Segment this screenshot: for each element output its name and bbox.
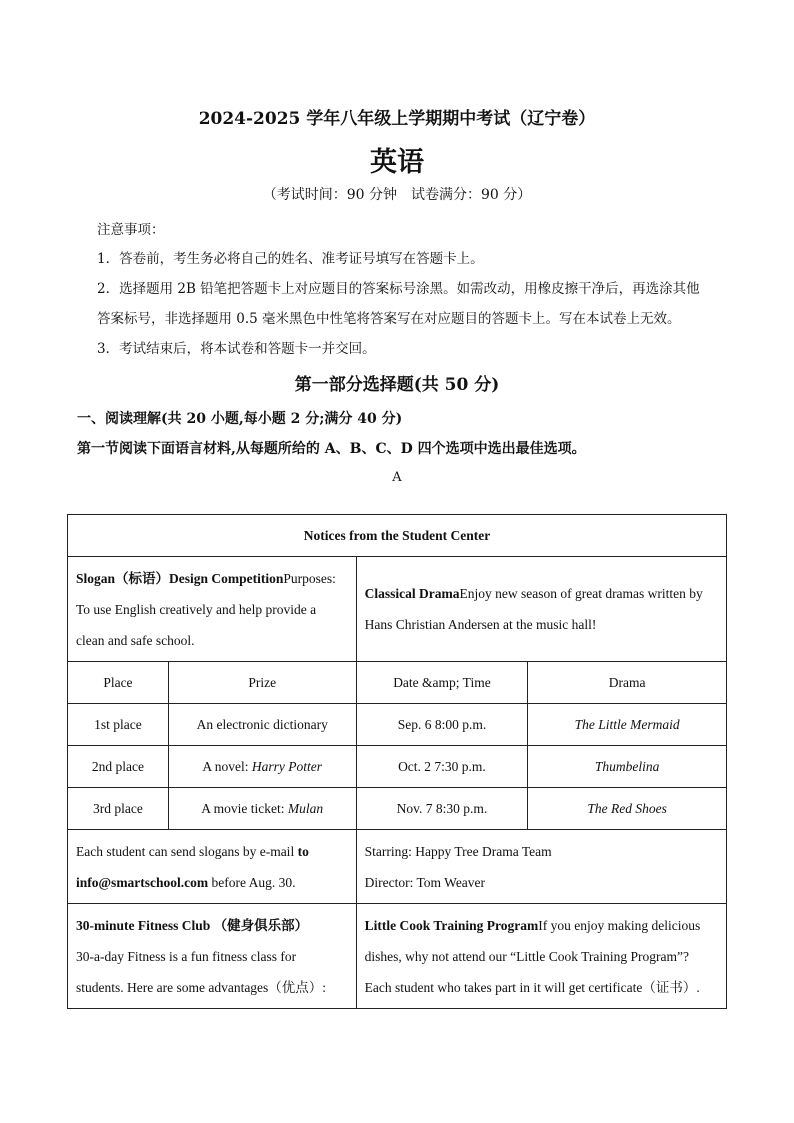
drama-text-2: Hans Christian Andersen at the music hall! (364, 617, 597, 632)
notice-table (67, 514, 727, 1009)
drama-title: Thumbelina (594, 758, 660, 774)
prize-text: A novel: (202, 758, 252, 774)
prize-title: Mulan (287, 800, 324, 816)
instructions-heading: 注意事项： (97, 222, 165, 238)
notice-title-row (68, 515, 727, 557)
drama-cell (356, 557, 726, 662)
intro-row (68, 557, 727, 662)
drama-title-cell (528, 746, 727, 788)
instruction-item-2a: 2．选择题用 2B 铅笔把答题卡上对应题目的答案标号涂黑。如需改动，用橡皮擦干净后，再选涂其他 (97, 281, 700, 297)
place-cell: 2nd place (68, 746, 169, 788)
prize-text: A movie ticket: (201, 800, 288, 816)
slogan-text-2: To use English creatively and help provide a (76, 601, 317, 617)
place-cell: 1st place (68, 704, 169, 746)
table-row (68, 704, 727, 746)
email-cell (68, 830, 357, 904)
drama-heading: Classical Drama (364, 586, 460, 601)
cook-cell (356, 904, 726, 1009)
prize-cell (168, 788, 356, 830)
prize-cell (168, 746, 356, 788)
cook-text-2: dishes, why not attend our “Little Cook Training Program”? (364, 948, 689, 964)
instruction-item-3: 3．考试结束后，将本试卷和答题卡一并交回。 (97, 341, 376, 357)
prize-cell (168, 704, 356, 746)
email-to: to (297, 843, 309, 859)
slogan-text-1: Purposes: (283, 570, 336, 586)
drama-title: The Little Mermaid (574, 716, 680, 732)
header-drama: Drama (528, 662, 727, 704)
header-date-time: Date &amp; Time (356, 662, 528, 704)
table-row (68, 746, 727, 788)
drama-title: The Red Shoes (587, 800, 667, 816)
table-row (68, 788, 727, 830)
slogan-heading: Slogan（标语）Design Competition (76, 570, 284, 586)
date-cell: Sep. 6 8:00 p.m. (356, 704, 528, 746)
exam-time-info: （考试时间：90 分钟 试卷满分：90 分） (262, 187, 532, 203)
prize-title: Harry Potter (251, 758, 323, 774)
place-cell: 3rd place (68, 788, 169, 830)
email-text-2: before Aug. 30. (208, 874, 296, 890)
fitness-text-1: 30-a-day Fitness is a fun fitness class for (76, 948, 297, 964)
cook-heading: Little Cook Training Program (364, 917, 539, 933)
header-prize: Prize (168, 662, 356, 704)
prize-text: An electronic dictionary (196, 716, 328, 732)
notice-title: Notices from the Student Center (68, 515, 727, 557)
fitness-cell (68, 904, 357, 1009)
instruction-item-2b: 答案标号，非选择题用 0.5 毫米黑色中性笔将答案写在对应题目的答题卡上。写在本试卷上无效。 (97, 311, 681, 327)
fitness-text-2: students. Here are some advantages（优点）: (76, 979, 327, 995)
slogan-text-3: clean and safe school. (76, 632, 195, 648)
instruction-item-1: 1．答卷前，考生务必将自己的姓名、准考证号填写在答题卡上。 (97, 251, 484, 267)
slogan-cell (68, 557, 357, 662)
date-cell: Oct. 2 7:30 p.m. (356, 746, 528, 788)
starring-text: Starring: Happy Tree Drama Team (364, 843, 552, 859)
date-cell: Nov. 7 8:30 p.m. (356, 788, 528, 830)
section-heading: 一、阅读理解(共 20 小题,每小题 2 分;满分 40 分) (77, 411, 403, 427)
programs-row (68, 904, 727, 1009)
email-address: info@smartschool.com (76, 874, 209, 890)
passage-label: A (392, 470, 402, 485)
subject-title: 英语 (370, 147, 424, 178)
exam-title: 2024-2025 学年八年级上学期期中考试（辽宁卷） (198, 109, 596, 129)
credits-cell (356, 830, 726, 904)
drama-title-cell (528, 788, 727, 830)
contact-row (68, 830, 727, 904)
header-place: Place (68, 662, 169, 704)
cook-text-3: Each student who takes part in it will get certificate（证书）. (364, 979, 700, 995)
section-instruction: 第一节阅读下面语言材料,从每题所给的 A、B、C、D 四个选项中选出最佳选项。 (77, 441, 586, 457)
drama-text-1: Enjoy new season of great dramas written by (459, 586, 703, 601)
part1-title: 第一部分选择题(共 50 分) (294, 375, 500, 395)
director-text: Director: Tom Weaver (364, 874, 486, 890)
cook-text-1: If you enjoy making delicious (538, 917, 701, 933)
table-header-row (68, 662, 727, 704)
drama-title-cell (528, 704, 727, 746)
fitness-heading: 30-minute Fitness Club （健身俱乐部） (76, 917, 309, 933)
email-text-1: Each student can send slogans by e-mail (76, 843, 298, 859)
